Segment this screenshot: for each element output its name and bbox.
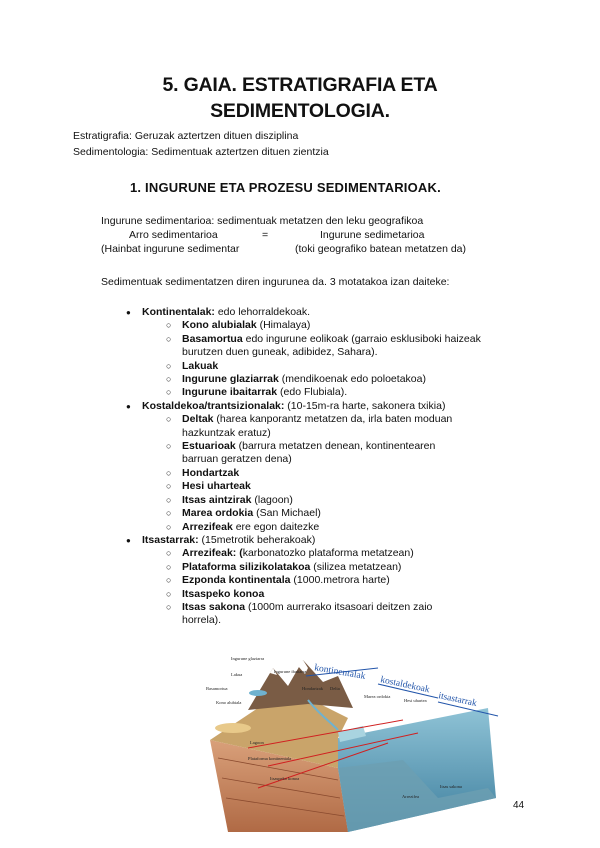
list-item — [166, 386, 528, 399]
category-desc: edo lehorraldekoak. — [214, 306, 311, 318]
item-name: Hondartzak — [182, 466, 240, 479]
page-number: 44 — [513, 800, 525, 811]
category-name: Kontinentalak: — [142, 306, 215, 318]
item-name: Estuarioak — [182, 440, 236, 453]
label-kono: Kono alubiala — [216, 700, 242, 705]
label-lakua: Lakua — [231, 672, 243, 677]
item-desc: edo ingurune eolikoak (garraio esklusiboki haizeak burutzen duen guneak, adibidez, Sahara). — [182, 332, 481, 359]
paren-left: (Hainbat ingurune sedimentar — [101, 243, 240, 255]
list-item — [166, 507, 528, 520]
item-desc: karbonatozko plataforma metatzean) — [242, 547, 414, 560]
equation-right: Ingurune sedimetarioa — [320, 229, 425, 241]
item-desc: (barrura metatzen denean, kontinentearen barruan geratzen dena) — [182, 440, 436, 466]
sedimentary-environments-diagram — [188, 648, 500, 832]
section-heading: 1. INGURUNE ETA PROZESU SEDIMENTARIOAK. — [130, 180, 441, 195]
list-item — [166, 494, 528, 507]
category-name: Kostaldekoa/trantsizionalak: — [142, 399, 285, 412]
category-name: Itsastarrak: — [142, 533, 199, 546]
item-desc: (silizea metatzean) — [310, 560, 402, 573]
paren-right: (toki geografiko batean metatzen da) — [295, 243, 467, 255]
label-ibaitarra: Ingurune ibaitarra — [274, 669, 307, 674]
item-desc: (Himalaya) — [256, 319, 311, 332]
label-arrezifea: Arrezifea — [402, 794, 419, 799]
label-marea: Marea ordokia — [364, 694, 391, 699]
item-name: Kono alubialak — [182, 319, 257, 332]
list-item — [166, 574, 528, 587]
equation-left: Arro sedimentarioa — [129, 229, 218, 241]
ingurune-definition: Ingurune sedimentarioa: sedimentuak metatzen den leku geografikoa — [101, 215, 424, 227]
item-name: Ingurune glaziarrak — [182, 373, 279, 386]
item-desc: ere egon daitezke — [232, 520, 320, 533]
category-kontinentalak — [128, 306, 528, 400]
item-name: Hesi uharteak — [182, 480, 251, 493]
list-item — [166, 319, 528, 332]
label-plataforma: Plataforma kontinentala — [248, 756, 292, 761]
list-item — [166, 547, 528, 560]
category-desc: (15metrotik beherakoak) — [198, 533, 316, 546]
category-desc: (10-15m-ra harte, sakonera txikia) — [284, 399, 446, 412]
item-name: Ingurune ibaitarrak — [182, 386, 278, 399]
item-name: Arrezifeak: ( — [182, 547, 243, 560]
list-item — [166, 588, 528, 601]
estratigrafia-definition: Estratigrafia: Geruzak aztertzen dituen disziplina — [73, 130, 299, 142]
item-name: Ezponda kontinentala — [182, 574, 291, 587]
label-glaziarra: Ingurune glaziarra — [231, 656, 265, 661]
item-desc: (San Michael) — [253, 507, 321, 520]
lake — [249, 690, 267, 696]
label-basamortua: Basamortua — [206, 686, 228, 691]
sedimentologia-definition: Sedimentologia: Sedimentuak aztertzen dituen zientzia — [73, 146, 329, 158]
item-desc: (edo Flubiala). — [277, 386, 348, 399]
list-item — [166, 360, 528, 373]
list-item — [166, 333, 482, 360]
category-kostaldekoa — [128, 400, 528, 534]
label-itsastarrak: itsastarrak — [437, 691, 478, 710]
title-line-2: SEDIMENTOLOGIA. — [210, 100, 390, 122]
page-title — [0, 72, 600, 124]
item-name: Plataforma silizikolatakoa — [182, 560, 311, 573]
item-desc: (lagoon) — [251, 493, 293, 506]
item-name: Itsaspeko konoa — [182, 587, 265, 600]
list-item — [166, 467, 528, 480]
item-desc: (harea kanporantz metatzen da, irla baten moduan hazkuntzak eratuz) — [182, 413, 453, 439]
item-desc: (1000.metrora harte) — [290, 574, 390, 587]
label-itsas-sakona: Itsas sakona — [440, 784, 462, 789]
item-desc: (1000m aurrerako itsasoari deitzen zaio horrela). — [182, 600, 433, 627]
label-delta: Delta — [330, 686, 340, 691]
list-item — [166, 440, 472, 467]
item-name: Basamortua — [182, 332, 243, 345]
category-itsastarrak — [128, 534, 528, 628]
label-kontinentalak: kontinentalak — [313, 663, 367, 682]
title-line-1: 5. GAIA. ESTRATIGRAFIA ETA — [162, 74, 438, 96]
list-item — [166, 480, 528, 493]
list-item — [166, 561, 528, 574]
desert-dunes — [215, 723, 251, 733]
list-item — [166, 521, 528, 534]
item-name: Lakuak — [182, 359, 219, 372]
item-name: Arrezifeak — [182, 520, 233, 533]
equation-sign: = — [262, 229, 269, 241]
list-item — [166, 601, 462, 628]
label-itsaspeko: Itsaspeko konoa — [270, 776, 300, 781]
intro-sentence: Sedimentuak sedimentatzen diren ingurunea da. 3 motatakoa izan daiteke: — [101, 276, 450, 288]
label-kostaldekoak: kostaldekoak — [379, 675, 431, 696]
environment-list — [128, 306, 528, 628]
item-name: Itsas sakona — [182, 600, 246, 613]
list-item — [166, 413, 472, 440]
list-item — [166, 373, 528, 386]
label-hondartzak: Hondartzak — [302, 686, 323, 691]
label-hesi: Hesi uhartea — [404, 698, 427, 703]
item-name: Deltak — [182, 413, 214, 426]
label-lagoon: Lagoon — [250, 740, 264, 745]
item-name: Itsas aintzirak — [182, 493, 252, 506]
item-name: Marea ordokia — [182, 507, 254, 520]
item-desc: (mendikoenak edo poloetakoa) — [278, 373, 426, 386]
